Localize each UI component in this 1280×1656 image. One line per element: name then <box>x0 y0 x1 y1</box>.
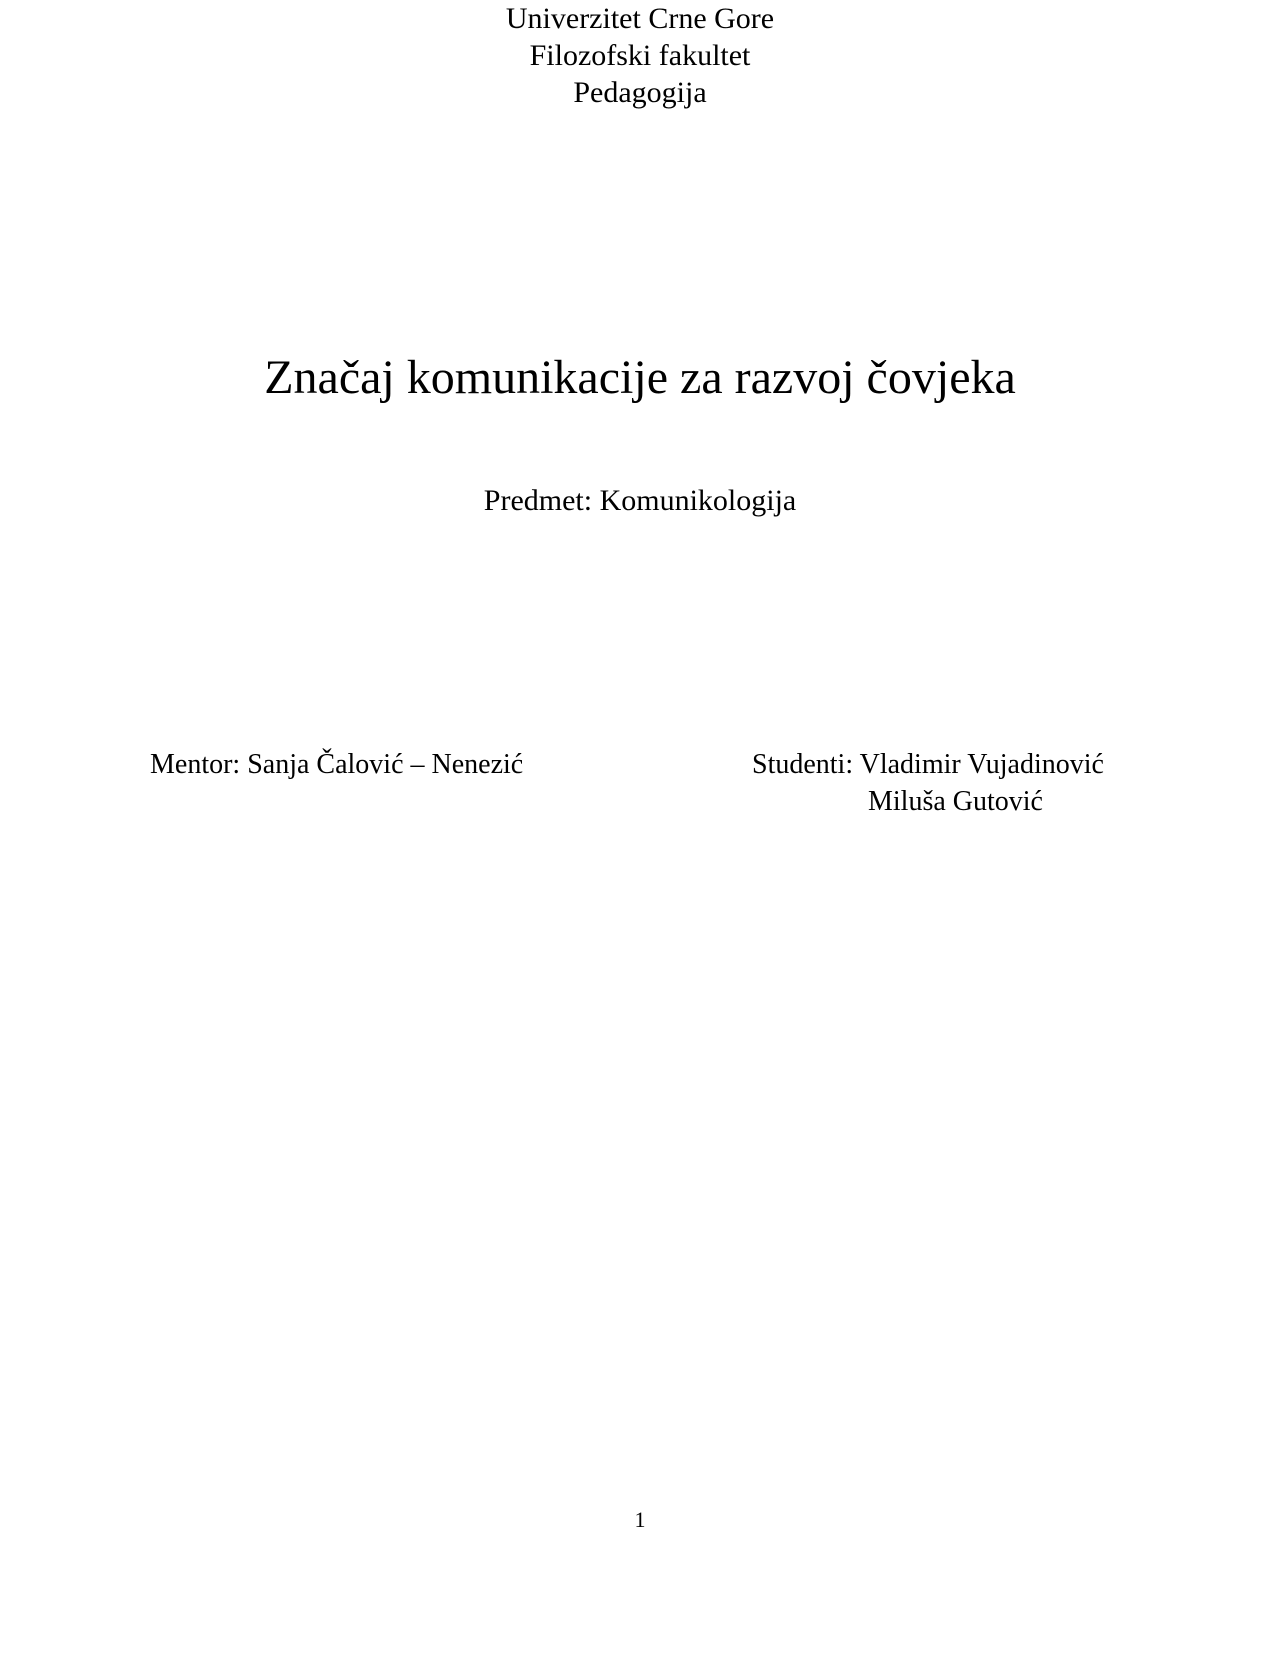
department-name: Pedagogija <box>573 76 707 109</box>
students-line: Studenti: Vladimir Vujadinović <box>752 749 1104 780</box>
subject-line: Predmet: Komunikologija <box>483 484 797 517</box>
faculty-name: Filozofski fakultet <box>529 39 751 72</box>
mentor-line: Mentor: Sanja Čalović – Nenezić <box>150 749 524 780</box>
page-number: 1 <box>634 1507 646 1532</box>
document-title: Značaj komunikacije za razvoj čovjeka <box>264 351 1016 404</box>
university-name: Univerzitet Crne Gore <box>505 2 775 35</box>
students-second-line: Miluša Gutović <box>868 786 1043 817</box>
institution-header <box>0 0 1280 111</box>
